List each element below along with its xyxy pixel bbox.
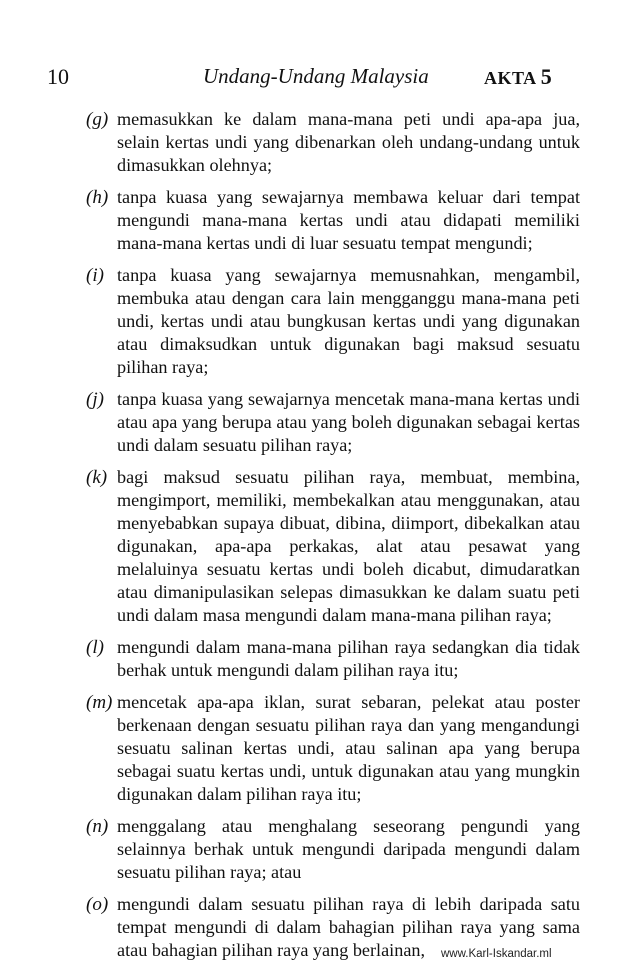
item-text: tanpa kuasa yang sewajarnya mencetak mana-mana kertas undi atau apa yang berupa atau yang boleh digunakan sebagai kertas undi dalam sesuatu pilihan raya; [117,389,580,455]
item-text: mengundi dalam sesuatu pilihan raya di lebih daripada satu tempat mengundi di dalam bahagian pilihan raya yang sama atau bahagian pilihan raya yang berlainan, [117,894,580,960]
item-label: (g) [86,109,109,130]
list-item [0,108,638,177]
item-text: menggalang atau menghalang seseorang pengundi yang selainnya berhak untuk mengundi daripada mengundi dalam sesuatu pilihan raya; atau [117,816,580,882]
list-item [0,186,638,255]
page-number: 10 [47,64,69,89]
item-label: (i) [86,265,104,286]
item-label: (k) [86,467,108,488]
list-item [0,636,638,682]
item-label: (j) [86,389,104,410]
item-text: memasukkan ke dalam mana-mana peti undi apa-apa jua, selain kertas undi yang dibenarkan oleh undang-undang untuk dimasukkan olehnya; [117,109,580,175]
item-label: (h) [86,187,109,208]
item-label: (o) [86,894,109,915]
item-text: mengundi dalam mana-mana pilihan raya sedangkan dia tidak berhak untuk mengundi dalam pilihan raya itu; [117,637,580,680]
list-item [0,815,638,884]
list-item [0,388,638,457]
list-item [0,466,638,627]
item-label: (m) [86,692,113,713]
item-text: tanpa kuasa yang sewajarnya membawa keluar dari tempat mengundi mana-mana kertas undi atau didapati memiliki mana-mana kertas undi di luar sesuatu tempat mengundi; [117,187,580,253]
watermark: www.Karl-Iskandar.ml [441,948,552,960]
act-label [484,64,552,90]
item-label: (n) [86,816,109,837]
item-text: bagi maksud sesuatu pilihan raya, membuat, membina, mengimport, memiliki, membekalkan atau menggunakan, atau menyebabkan supaya dibuat, dibina, diimport, dibekalkan atau digunakan, apa-apa perkakas, alat atau pesawat yang melaluinya sesuatu kertas undi boleh dicabut, dimudaratkan atau dimanipulasikan selepas dimasukkan ke dalam suatu peti undi dalam masa mengundi dalam mana-mana pilihan raya; [117,467,580,625]
item-text: tanpa kuasa yang sewajarnya memusnahkan, mengambil, membuka atau dengan cara lain mengganggu mana-mana peti undi, kertas undi atau bungkusan kertas undi yang digunakan atau dimaksudkan untuk digunakan bagi maksud sesuatu pilihan raya; [117,265,580,377]
act-number: 5 [540,64,553,89]
list-item [0,264,638,379]
running-title: Undang-Undang Malaysia [203,64,429,88]
item-label: (l) [86,637,104,658]
item-text: mencetak apa-apa iklan, surat sebaran, pelekat atau poster berkenaan dengan sesuatu pilihan raya dan yang mengandungi sesuatu salinan kertas undi, atau salinan apa yang berupa sebagai suatu kertas undi, untuk digunakan atau yang mungkin digunakan dalam pilihan raya itu; [117,692,580,804]
list-item [0,691,638,806]
page-header [0,64,638,92]
paragraph-list [0,108,638,971]
act-label-text: AKTA [484,68,536,88]
